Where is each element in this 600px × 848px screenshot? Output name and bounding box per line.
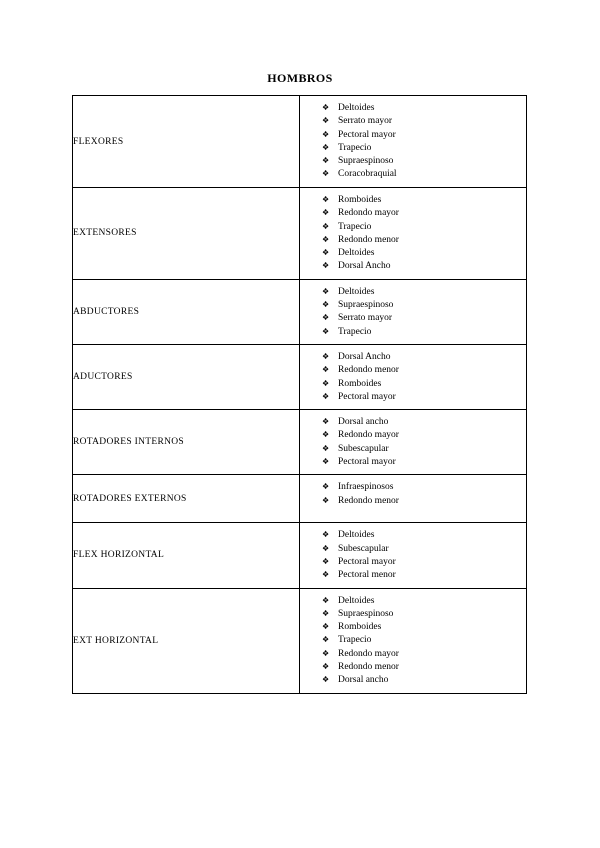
muscle-name: Romboides	[338, 378, 382, 389]
muscle-list	[300, 523, 526, 587]
muscle-group-label: FLEX HORIZONTAL	[73, 523, 300, 588]
diamond-bullet-icon: ❖	[322, 570, 330, 580]
muscle-name: Redondo mayor	[338, 430, 399, 441]
diamond-bullet-icon: ❖	[322, 556, 330, 566]
diamond-bullet-icon: ❖	[322, 313, 330, 323]
diamond-bullet-icon: ❖	[322, 129, 330, 139]
list-item	[300, 673, 526, 686]
muscle-list	[300, 188, 526, 279]
list-item	[300, 480, 526, 493]
muscle-group-label: ABDUCTORES	[73, 279, 300, 344]
muscle-name: Serrato mayor	[338, 313, 393, 324]
diamond-bullet-icon: ❖	[322, 417, 330, 427]
list-item	[300, 377, 526, 390]
diamond-bullet-icon: ❖	[322, 662, 330, 672]
list-item	[300, 528, 526, 541]
muscle-name: Trapecio	[338, 221, 372, 232]
diamond-bullet-icon: ❖	[322, 378, 330, 388]
muscle-group-label: EXT HORIZONTAL	[73, 588, 300, 693]
muscle-group-label: ADUCTORES	[73, 344, 300, 409]
muscle-list	[300, 345, 526, 409]
muscle-name: Deltoides	[338, 595, 375, 606]
muscle-name: Dorsal ancho	[338, 417, 389, 428]
muscle-table	[72, 95, 527, 694]
table-row	[73, 588, 527, 693]
muscle-name: Subescapular	[338, 543, 389, 554]
muscle-name: Redondo menor	[338, 662, 399, 673]
list-item	[300, 298, 526, 311]
muscle-list-cell	[300, 588, 527, 693]
list-item	[300, 542, 526, 555]
muscle-name: Romboides	[338, 622, 382, 633]
muscle-name: Romboides	[338, 195, 382, 205]
muscle-name: Redondo menor	[338, 365, 399, 376]
list-item	[300, 428, 526, 441]
muscle-name: Trapecio	[338, 326, 372, 337]
muscle-list	[300, 589, 526, 693]
diamond-bullet-icon: ❖	[322, 169, 330, 179]
muscle-name: Pectoral mayor	[338, 457, 396, 468]
muscle-name: Supraespinoso	[338, 608, 394, 619]
diamond-bullet-icon: ❖	[322, 156, 330, 166]
muscle-list	[300, 96, 526, 187]
muscle-list-cell	[300, 410, 527, 475]
muscle-list-cell	[300, 188, 527, 280]
muscle-name: Subescapular	[338, 443, 389, 454]
diamond-bullet-icon: ❖	[322, 248, 330, 258]
diamond-bullet-icon: ❖	[322, 530, 330, 540]
list-item	[300, 311, 526, 324]
diamond-bullet-icon: ❖	[322, 261, 330, 271]
muscle-group-label: ROTADORES INTERNOS	[73, 410, 300, 475]
diamond-bullet-icon: ❖	[322, 116, 330, 126]
muscle-name: Dorsal ancho	[338, 675, 389, 686]
list-item	[300, 620, 526, 633]
list-item	[300, 350, 526, 363]
muscle-list-cell	[300, 344, 527, 409]
muscle-name: Infraespinosos	[338, 482, 394, 493]
diamond-bullet-icon: ❖	[322, 495, 330, 505]
list-item	[300, 141, 526, 154]
muscle-name: Deltoides	[338, 530, 375, 541]
table-row	[73, 475, 527, 523]
list-item	[300, 494, 526, 507]
diamond-bullet-icon: ❖	[322, 365, 330, 375]
diamond-bullet-icon: ❖	[322, 430, 330, 440]
muscle-list-cell	[300, 279, 527, 344]
list-item	[300, 647, 526, 660]
diamond-bullet-icon: ❖	[322, 543, 330, 553]
diamond-bullet-icon: ❖	[322, 675, 330, 685]
muscle-name: Trapecio	[338, 142, 372, 153]
muscle-name: Pectoral mayor	[338, 556, 396, 567]
table-row	[73, 344, 527, 409]
list-item	[300, 594, 526, 607]
list-item	[300, 363, 526, 376]
list-item	[300, 259, 526, 272]
list-item	[300, 415, 526, 428]
diamond-bullet-icon: ❖	[322, 221, 330, 231]
muscle-name: Coracobraquial	[338, 169, 397, 180]
muscle-name: Pectoral mayor	[338, 129, 396, 140]
muscle-name: Pectoral mayor	[338, 391, 396, 402]
list-item	[300, 128, 526, 141]
table-row	[73, 279, 527, 344]
diamond-bullet-icon: ❖	[322, 608, 330, 618]
list-item	[300, 154, 526, 167]
muscle-name: Deltoides	[338, 103, 375, 113]
muscle-name: Trapecio	[338, 635, 372, 646]
list-item	[300, 390, 526, 403]
list-item	[300, 555, 526, 568]
muscle-name: Serrato mayor	[338, 116, 393, 127]
diamond-bullet-icon: ❖	[322, 635, 330, 645]
muscle-group-label: ROTADORES EXTERNOS	[73, 475, 300, 523]
muscle-group-label: FLEXORES	[73, 96, 300, 188]
muscle-name: Dorsal Ancho	[338, 351, 391, 362]
muscle-list	[300, 280, 526, 344]
muscle-name: Dorsal Ancho	[338, 261, 391, 272]
diamond-bullet-icon: ❖	[322, 286, 330, 296]
muscle-list-cell	[300, 475, 527, 523]
diamond-bullet-icon: ❖	[322, 208, 330, 218]
muscle-list	[300, 475, 526, 513]
table-row	[73, 410, 527, 475]
muscle-list-cell	[300, 523, 527, 588]
muscle-name: Redondo mayor	[338, 648, 399, 659]
list-item	[300, 442, 526, 455]
muscle-name: Deltoides	[338, 248, 375, 259]
list-item	[300, 193, 526, 206]
diamond-bullet-icon: ❖	[322, 326, 330, 336]
diamond-bullet-icon: ❖	[322, 457, 330, 467]
table-row	[73, 523, 527, 588]
list-item	[300, 285, 526, 298]
muscle-name: Redondo mayor	[338, 208, 399, 219]
muscle-name: Redondo menor	[338, 495, 399, 506]
muscle-name: Deltoides	[338, 286, 375, 297]
muscle-group-label: EXTENSORES	[73, 188, 300, 280]
diamond-bullet-icon: ❖	[322, 595, 330, 605]
diamond-bullet-icon: ❖	[322, 234, 330, 244]
diamond-bullet-icon: ❖	[322, 351, 330, 361]
table-row	[73, 188, 527, 280]
diamond-bullet-icon: ❖	[322, 142, 330, 152]
list-item	[300, 167, 526, 180]
muscle-list-cell	[300, 96, 527, 188]
list-item	[300, 114, 526, 127]
muscle-list	[300, 410, 526, 474]
list-item	[300, 325, 526, 338]
diamond-bullet-icon: ❖	[322, 103, 330, 112]
muscle-name: Pectoral menor	[338, 570, 396, 581]
list-item	[300, 455, 526, 468]
list-item	[300, 246, 526, 259]
diamond-bullet-icon: ❖	[322, 648, 330, 658]
diamond-bullet-icon: ❖	[322, 443, 330, 453]
muscle-name: Supraespinoso	[338, 156, 394, 167]
list-item	[300, 101, 526, 114]
list-item	[300, 660, 526, 673]
diamond-bullet-icon: ❖	[322, 482, 330, 492]
muscle-name: Supraespinoso	[338, 300, 394, 311]
diamond-bullet-icon: ❖	[322, 300, 330, 310]
table-row	[73, 96, 527, 188]
diamond-bullet-icon: ❖	[322, 195, 330, 204]
list-item	[300, 633, 526, 646]
diamond-bullet-icon: ❖	[322, 391, 330, 401]
page-title: HOMBROS	[267, 71, 333, 85]
diamond-bullet-icon: ❖	[322, 622, 330, 632]
list-item	[300, 607, 526, 620]
list-item	[300, 206, 526, 219]
list-item	[300, 220, 526, 233]
list-item	[300, 233, 526, 246]
muscle-name: Redondo menor	[338, 234, 399, 245]
list-item	[300, 568, 526, 581]
